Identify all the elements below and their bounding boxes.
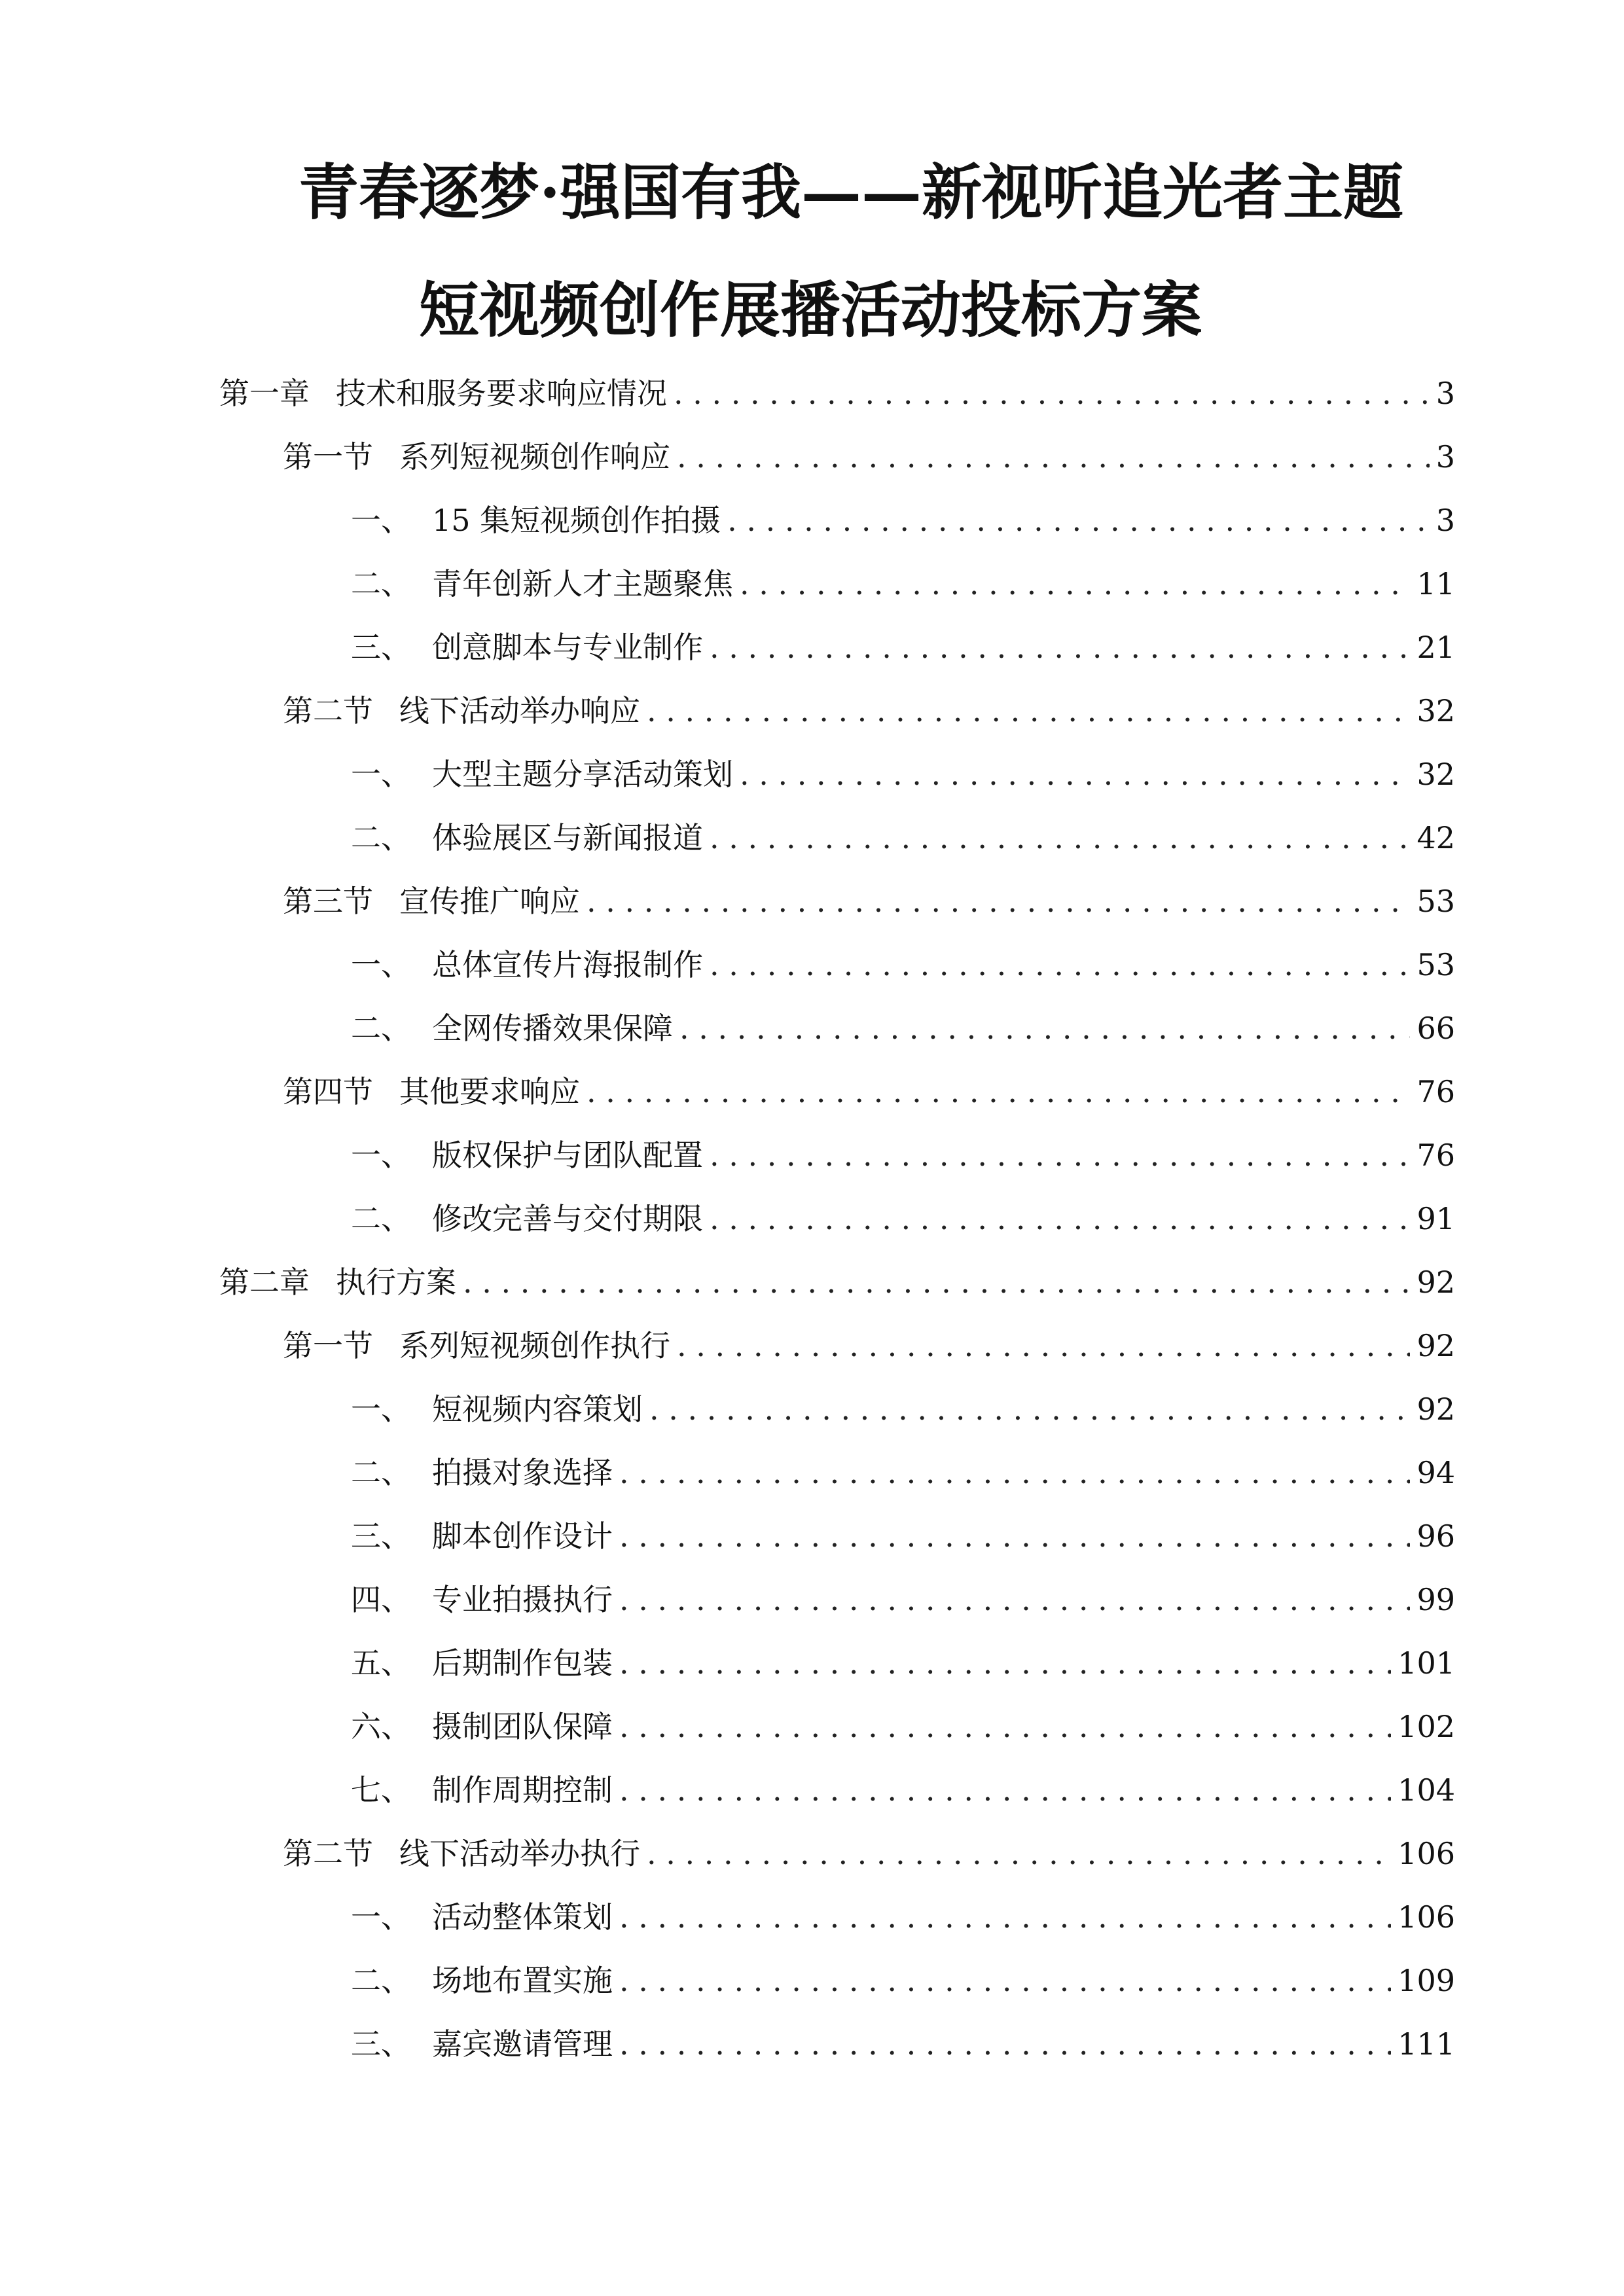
toc-entry-number: 第四节 — [283, 1074, 373, 1109]
toc-entry-number: 第一节 — [283, 1328, 373, 1363]
toc-entry-number: 第三节 — [283, 884, 373, 919]
toc-entry[interactable] — [351, 947, 1455, 982]
toc-entry-number: 二、 — [351, 1963, 411, 1998]
toc-entry-label: 后期制作包装 — [432, 1645, 613, 1681]
toc-dot-leader — [586, 886, 1410, 916]
toc-entry[interactable] — [351, 503, 1455, 538]
toc-entry-page-number: 53 — [1416, 947, 1455, 982]
toc-entry-page-number: 92 — [1416, 1391, 1455, 1427]
toc-entry-number: 第二章 — [219, 1265, 310, 1300]
toc-entry-label: 大型主题分享活动策划 — [432, 757, 733, 792]
toc-entry-page-number: 11 — [1416, 566, 1455, 601]
toc-entry-page-number: 96 — [1416, 1518, 1455, 1554]
toc-entry-label: 技术和服务要求响应情况 — [336, 376, 667, 411]
toc-entry[interactable] — [219, 1265, 1455, 1300]
toc-entry-label: 嘉宾邀请管理 — [432, 2026, 613, 2062]
toc-entry-label: 总体宣传片海报制作 — [432, 947, 703, 982]
toc-dot-leader — [740, 569, 1410, 599]
toc-entry-number: 一、 — [351, 1138, 411, 1173]
toc-entry-page-number: 111 — [1398, 2026, 1455, 2062]
toc-entry-number: 一、 — [351, 503, 411, 538]
toc-entry-label: 脚本创作设计 — [432, 1518, 613, 1554]
toc-entry-number: 二、 — [351, 820, 411, 855]
toc-entry-page-number: 32 — [1416, 693, 1455, 728]
toc-dot-leader — [619, 2029, 1391, 2059]
toc-entry[interactable] — [351, 1772, 1455, 1808]
toc-entry[interactable] — [351, 1455, 1455, 1490]
toc-entry-number: 一、 — [351, 757, 411, 792]
toc-entry-page-number: 92 — [1416, 1265, 1455, 1300]
toc-dot-leader — [619, 1712, 1391, 1742]
toc-entry[interactable] — [351, 1391, 1455, 1427]
toc-entry-number: 二、 — [351, 1201, 411, 1236]
toc-entry-label: 青年创新人才主题聚焦 — [432, 566, 733, 601]
toc-entry-number: 一、 — [351, 1391, 411, 1427]
toc-entry-page-number: 104 — [1398, 1772, 1455, 1808]
toc-entry[interactable] — [283, 1074, 1455, 1109]
toc-entry-label: 15 集短视频创作拍摄 — [432, 503, 721, 538]
toc-entry-number: 第二节 — [283, 1836, 373, 1871]
toc-entry-page-number: 3 — [1435, 439, 1455, 475]
toc-entry-label: 摄制团队保障 — [432, 1709, 613, 1744]
toc-entry-label: 执行方案 — [336, 1265, 456, 1300]
toc-entry-page-number: 106 — [1398, 1836, 1455, 1871]
toc-entry-page-number: 92 — [1416, 1328, 1455, 1363]
toc-entry[interactable] — [351, 1645, 1455, 1681]
toc-entry[interactable] — [351, 1138, 1455, 1173]
toc-entry-label: 制作周期控制 — [432, 1772, 613, 1808]
toc-entry[interactable] — [351, 2026, 1455, 2062]
toc-dot-leader — [619, 1521, 1410, 1551]
toc-dot-leader — [619, 1585, 1410, 1615]
toc-entry-label: 线下活动举办响应 — [399, 693, 640, 728]
toc-entry-label: 体验展区与新闻报道 — [432, 820, 703, 855]
toc-dot-leader — [619, 1648, 1391, 1678]
toc-entry-number: 第二节 — [283, 693, 373, 728]
toc-dot-leader — [740, 759, 1410, 789]
toc-dot-leader — [677, 442, 1430, 472]
toc-entry-number: 二、 — [351, 566, 411, 601]
toc-entry[interactable] — [351, 1709, 1455, 1744]
toc-entry-label: 修改完善与交付期限 — [432, 1201, 703, 1236]
toc-dot-leader — [619, 1902, 1391, 1932]
toc-dot-leader — [619, 1965, 1391, 1996]
toc-entry-number: 三、 — [351, 630, 411, 665]
toc-entry[interactable] — [351, 1201, 1455, 1236]
toc-entry-number: 第一节 — [283, 439, 373, 475]
toc-entry-number: 一、 — [351, 947, 411, 982]
toc-entry[interactable] — [351, 630, 1455, 665]
toc-entry-label: 全网传播效果保障 — [432, 1011, 673, 1046]
toc-entry[interactable] — [351, 1899, 1455, 1935]
toc-entry-page-number: 66 — [1416, 1011, 1455, 1046]
document-title-line-2: 短视频创作展播活动投标方案 — [419, 275, 1202, 346]
toc-dot-leader — [647, 696, 1410, 726]
toc-entry[interactable] — [351, 757, 1455, 792]
toc-entry-number: 一、 — [351, 1899, 411, 1935]
toc-entry-page-number: 76 — [1416, 1074, 1455, 1109]
toc-entry-label: 短视频内容策划 — [432, 1391, 643, 1427]
toc-entry-label: 专业拍摄执行 — [432, 1582, 613, 1617]
toc-entry-label: 创意脚本与专业制作 — [432, 630, 703, 665]
toc-entry-number: 七、 — [351, 1772, 411, 1808]
toc-entry[interactable] — [351, 1965, 1455, 1996]
toc-entry[interactable] — [219, 376, 1455, 411]
toc-entry-page-number: 101 — [1398, 1645, 1455, 1681]
toc-entry-label: 系列短视频创作执行 — [399, 1328, 670, 1363]
toc-dot-leader — [674, 378, 1430, 408]
toc-dot-leader — [647, 1839, 1391, 1869]
toc-entry-page-number: 102 — [1398, 1709, 1455, 1744]
toc-entry-number: 四、 — [351, 1582, 411, 1617]
toc-entry[interactable] — [283, 1836, 1455, 1871]
toc-entry-number: 第一章 — [219, 376, 310, 411]
toc-entry-label: 活动整体策划 — [432, 1899, 613, 1935]
toc-entry-number: 二、 — [351, 1455, 411, 1490]
toc-entry-page-number: 53 — [1416, 884, 1455, 919]
toc-entry-page-number: 32 — [1416, 757, 1455, 792]
toc-dot-leader — [463, 1267, 1410, 1297]
toc-entry-number: 三、 — [351, 1518, 411, 1554]
toc-dot-leader — [649, 1394, 1410, 1424]
toc-dot-leader — [677, 1331, 1410, 1361]
toc-dot-leader — [710, 1204, 1410, 1234]
toc-entry-number: 五、 — [351, 1645, 411, 1681]
toc-entry-label: 版权保护与团队配置 — [432, 1138, 703, 1173]
toc-entry[interactable] — [283, 1328, 1455, 1363]
toc-entry-label: 系列短视频创作响应 — [399, 439, 670, 475]
toc-entry-label: 宣传推广响应 — [399, 884, 580, 919]
toc-entry-page-number: 3 — [1435, 376, 1455, 411]
toc-entry-page-number: 21 — [1416, 630, 1455, 665]
toc-entry-label: 场地布置实施 — [432, 1963, 613, 1998]
toc-entry-page-number: 94 — [1416, 1455, 1455, 1490]
toc-entry-number: 三、 — [351, 2026, 411, 2062]
toc-entry-label: 线下活动举办执行 — [399, 1836, 640, 1871]
toc-entry[interactable] — [351, 1582, 1455, 1617]
toc-entry-page-number: 3 — [1435, 503, 1455, 538]
toc-dot-leader — [710, 1140, 1410, 1170]
toc-dot-leader — [710, 823, 1410, 853]
toc-dot-leader — [710, 950, 1410, 980]
toc-dot-leader — [727, 505, 1430, 535]
toc-entry-page-number: 91 — [1416, 1201, 1455, 1236]
toc-entry[interactable] — [351, 1518, 1455, 1554]
toc-dot-leader — [586, 1077, 1410, 1107]
toc-dot-leader — [619, 1775, 1391, 1805]
toc-entry-number: 六、 — [351, 1709, 411, 1744]
toc-dot-leader — [679, 1013, 1410, 1043]
toc-dot-leader — [619, 1458, 1410, 1488]
toc-entry[interactable] — [283, 693, 1455, 728]
toc-entry[interactable] — [283, 439, 1455, 475]
toc-dot-leader — [710, 632, 1410, 662]
toc-entry-page-number: 106 — [1398, 1899, 1455, 1935]
toc-entry-page-number: 109 — [1398, 1963, 1455, 1998]
toc-entry[interactable] — [351, 1011, 1455, 1046]
toc-entry-number: 二、 — [351, 1011, 411, 1046]
toc-entry-label: 拍摄对象选择 — [432, 1455, 613, 1490]
toc-entry-label: 其他要求响应 — [399, 1074, 580, 1109]
document-title-line-1: 青春逐梦·强国有我——新视听追光者主题 — [298, 157, 1404, 228]
toc-entry[interactable] — [351, 566, 1455, 601]
toc-entry[interactable] — [351, 820, 1455, 855]
toc-entry[interactable] — [283, 884, 1455, 919]
toc-entry-page-number: 99 — [1416, 1582, 1455, 1617]
toc-entry-page-number: 42 — [1416, 820, 1455, 855]
toc-entry-page-number: 76 — [1416, 1138, 1455, 1173]
